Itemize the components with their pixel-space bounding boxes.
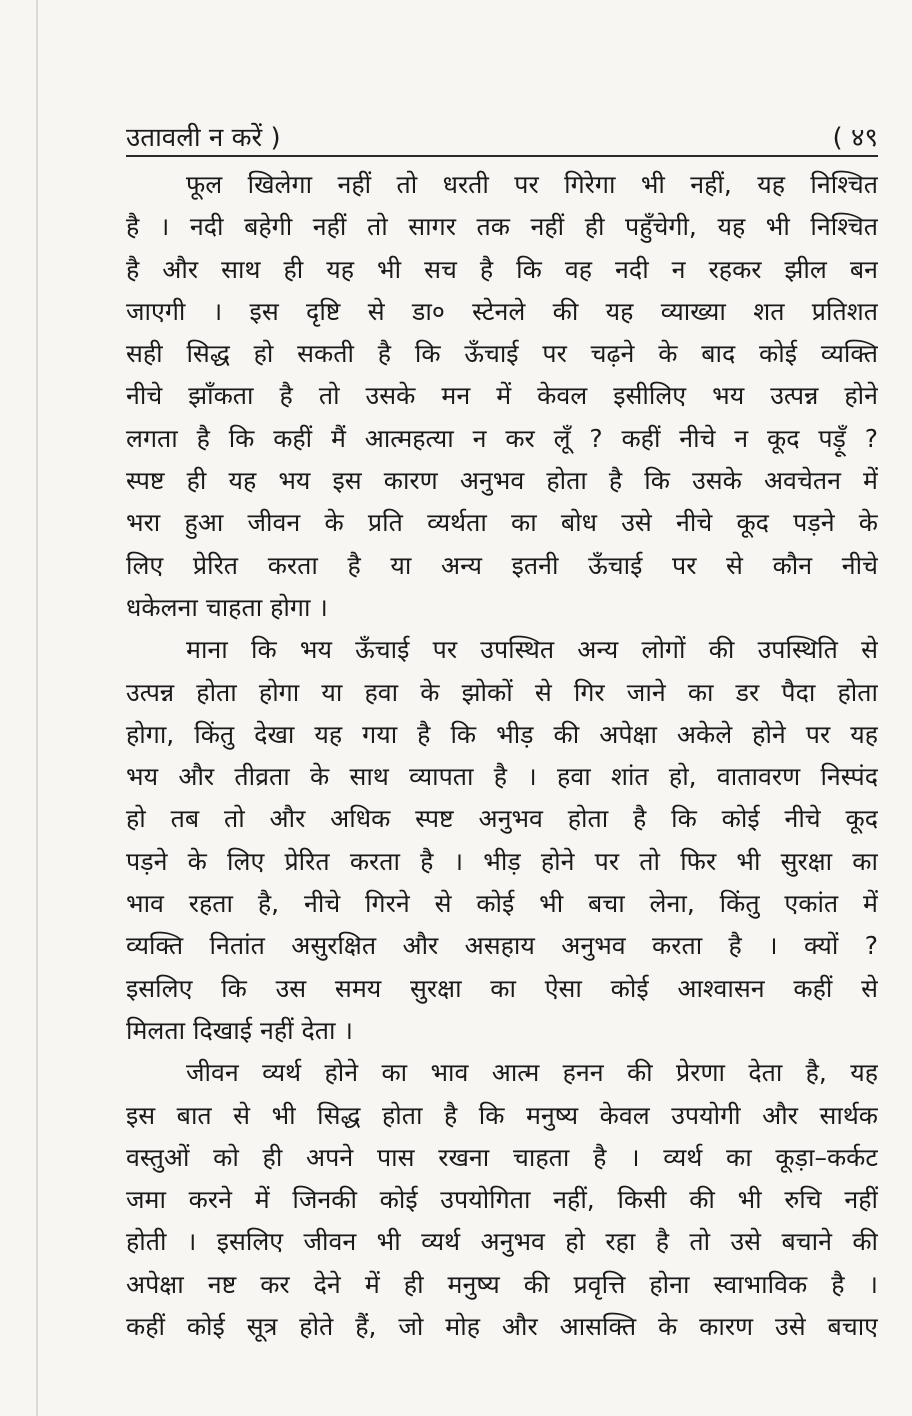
- page-header: [126, 110, 878, 154]
- text-line: स्पष्ट ही यह भय इस कारण अनुभव होता है कि उसके अवचेतन में: [126, 466, 878, 496]
- text-line: होगा, किंतु देखा यह गया है कि भीड़ की अपेक्षा अकेले होने पर यह: [126, 719, 878, 749]
- header-rule: [126, 155, 878, 157]
- page-number: ( ४९: [832, 123, 878, 153]
- text-line: भाव रहता है, नीचे गिरने से कोई भी बचा लेना, किंतु एकांत में: [126, 889, 878, 919]
- text-line: जाएगी । इस दृष्टि से डा० स्टेनले की यह व्याख्या शत प्रतिशत: [126, 296, 878, 326]
- text-line: होती । इसलिए जीवन भी व्यर्थ अनुभव हो रहा है तो उसे बचाने की: [126, 1227, 878, 1257]
- text-line: कहीं कोई सूत्र होते हैं, जो मोह और आसक्ति के कारण उसे बचाए: [126, 1312, 878, 1342]
- text-line: भरा हुआ जीवन के प्रति व्यर्थता का बोध उसे नीचे कूद पड़ने के: [126, 508, 878, 538]
- text-line: हो तब तो और अधिक स्पष्ट अनुभव होता है कि कोई नीचे कूद: [126, 804, 878, 834]
- text-line: व्यक्ति नितांत असुरक्षित और असहाय अनुभव करता है । क्यों ?: [126, 931, 878, 961]
- page-gutter-edge: [36, 0, 38, 1416]
- text-line: वस्तुओं को ही अपने पास रखना चाहता है । व्यर्थ का कूड़ा–कर्कट: [126, 1142, 878, 1172]
- text-line: उत्पन्न होता होगा या हवा के झोकों से गिर जाने का डर पैदा होता: [126, 677, 878, 707]
- text-line: अपेक्षा नष्ट कर देने में ही मनुष्य की प्रवृत्ति होना स्वाभाविक है ।: [126, 1269, 878, 1299]
- running-title: उतावली न करें ): [126, 123, 281, 153]
- text-line: लगता है कि कहीं मैं आत्महत्या न कर लूँ ? कहीं नीचे न कूद पड़ूँ ?: [126, 423, 878, 453]
- body-text: [126, 164, 878, 1384]
- text-line: जीवन व्यर्थ होने का भाव आत्म हनन की प्रेरणा देता है, यह: [186, 1058, 878, 1088]
- text-line: भय और तीव्रता के साथ व्यापता है । हवा शांत हो, वातावरण निस्पंद: [126, 762, 878, 792]
- text-line: धकेलना चाहता होगा ।: [126, 592, 328, 622]
- text-line: नीचे झाँकता है तो उसके मन में केवल इसीलिए भय उत्पन्न होने: [126, 381, 878, 411]
- text-line: जमा करने में जिनकी कोई उपयोगिता नहीं, किसी की भी रुचि नहीं: [126, 1185, 878, 1215]
- text-line: फूल खिलेगा नहीं तो धरती पर गिरेगा भी नहीं, यह निश्चित: [186, 170, 878, 199]
- text-line: लिए प्रेरित करता है या अन्य इतनी ऊँचाई पर से कौन नीचे: [126, 550, 878, 580]
- text-line: मिलता दिखाई नहीं देता ।: [126, 1015, 353, 1045]
- text-line: इस बात से भी सिद्ध होता है कि मनुष्य केवल उपयोगी और सार्थक: [126, 1100, 878, 1130]
- text-line: सही सिद्ध हो सकती है कि ऊँचाई पर चढ़ने के बाद कोई व्यक्ति: [126, 339, 878, 369]
- text-line: पड़ने के लिए प्रेरित करता है । भीड़ होने पर तो फिर भी सुरक्षा का: [126, 846, 878, 876]
- text-line: है और साथ ही यह भी सच है कि वह नदी न रहकर झील बन: [126, 254, 878, 284]
- text-line: इसलिए कि उस समय सुरक्षा का ऐसा कोई आश्वासन कहीं से: [126, 973, 878, 1003]
- text-line: माना कि भय ऊँचाई पर उपस्थित अन्य लोगों की उपस्थिति से: [186, 635, 878, 665]
- text-line: है । नदी बहेगी नहीं तो सागर तक नहीं ही पहुँचेगी, यह भी निश्चित: [126, 212, 878, 242]
